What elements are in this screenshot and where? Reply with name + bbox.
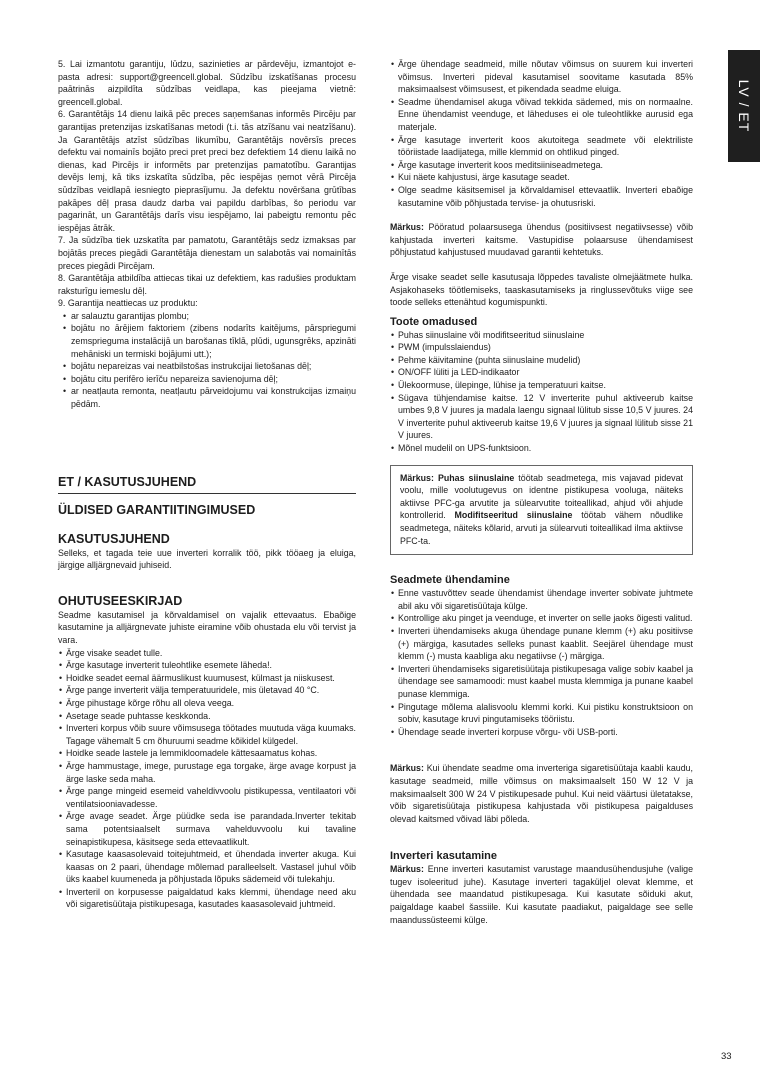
modified-sine-label: Modifitseeritud siinuslaine — [454, 510, 573, 521]
list-item: • PWM (impulsslaiendus) — [390, 341, 693, 354]
page-number: 33 — [721, 1051, 732, 1062]
list-item: • Ärge hammustage, imege, purustage ega torgake, ärge avage korpust ja ärge laske seda maha. — [58, 760, 356, 785]
list-item: • Ülekoormuse, ülepinge, lühise ja temperatuuri kaitse. — [390, 379, 693, 392]
pure-sine-label: Puhas siinuslaine — [437, 472, 515, 483]
et-section-header: ET / KASUTUSJUHEND — [58, 474, 197, 489]
list-item: • Kui näete kahjustusi, ärge kasutage seadet. — [390, 171, 693, 184]
connect-header: Seadmete ühendamine — [390, 574, 510, 587]
note-text: Enne inverteri kasutamist varustage maandusühendusjuhe (valige tugev isoleeritud juhe). Kasutage inverteri tagaküljel olevat klemme, et ühendada see maandatud pistikupesaga. Kui kasutate sõiduki akut, paigaldage kaabel šassiile. Kui kasutate paadiakut, paigaldage see selle maandussüsteemi külge. — [390, 864, 693, 925]
list-item: • bojātu citu perifēro ierīču nepareiza savienojuma dēļ; — [58, 373, 356, 386]
list-item: • Ärge pange mingeid esemeid vaheldivvoolu pistikupessa, ventilaatori või ventilatsiooniavadesse. — [58, 785, 356, 810]
list-item: • Enne vastuvõttev seade ühendamist ühendage inverter sobivate juhtmete abil aku või sigaretisüütaja külge. — [390, 587, 693, 612]
note-label: Märkus: — [390, 222, 424, 233]
list-item: • Inverteri ühendamiseks akuga ühendage punane klemm (+) aku positiivse (+) märgiga, kasutades selleks punast kaablit. Seejärel ühendage must klemm (-) musta kaabliga aku negatiivse (-) märgiga. — [390, 625, 693, 663]
features-list — [390, 329, 693, 455]
note-text: töötab seadmetega, mis vajavad pidevat voolu, mille voolutugevus on identne pistikupesa vooluga, näiteks aktiivse PFC-ga arvutite ja sülearvutite toiteallikad, ahjud või ahjude kontrollerid. — [400, 472, 683, 521]
list-item: • Ärge kasutage inverterit koos meditsiiniseadmetega. — [390, 159, 693, 172]
list-item: • Inverteri ühendamiseks sigaretisüütaja pistikupesaga valige sobiv kaabel ja ühendage see samamoodi: must kaabel musta klemmiga ja punane kaabel punase klemmiga. — [390, 663, 693, 701]
list-item: • ar neatļauta remonta, neatļautu pārveidojumu vai konstrukcijas izmaiņu pēdām. — [58, 385, 356, 410]
polarity-note — [390, 221, 693, 259]
list-item: • Ärge kasutage inverterit koos akutoitega seadmete või elektriliste tööriistade laadijatega, mille klemmid on ohtlikud pinged. — [390, 134, 693, 159]
language-tab — [728, 50, 760, 162]
list-item: • Pehme käivitamine (puhta siinuslaine mudelid) — [390, 354, 693, 367]
list-item: • Kasutage kaasasolevaid toitejuhtmeid, et ühendada inverter akuga. Kui kaasas on 2 paari, ühendage mõlemad paralleelselt. Vastasel juhul võib üks kaabel kuumeneda ja põhjustada lõpuks sädemeid või tulekahju. — [58, 848, 356, 886]
usage-header: Inverteri kasutamine — [390, 850, 497, 863]
list-item: • Sügava tühjendamise kaitse. 12 V inverterite puhul aktiveerub kaitse umbes 9,8 V juures ja madala laengu signaal lülitub sisse 10,5 V juures. 24 V inverterite puhul aktiveerub kaitse 19,6 V juures ja signaal lülitub sisse 21 V juures. — [390, 392, 693, 442]
disposal-text: Ärge visake seadet selle kasutusaja lõppedes tavaliste olmejäätmete hulka. Asjakohaseks töötlemiseks, taaskasutamiseks ja ringlussevõtuks viige see toode selleks ettenähtud kogumispunkti. — [390, 271, 693, 308]
list-item: • Ärge kasutage inverterit tuleohtlike esemete läheda!. — [58, 659, 356, 672]
list-item: • Pingutage mõlema alalisvoolu klemmi korki. Kui pistiku konstruktsioon on sobiv, kasutage kruvi pingutamiseks tööriistu. — [390, 701, 693, 726]
list-item: • Ühendage seade inverteri korpuse võrgu- või USB-porti. — [390, 726, 693, 739]
list-item: • ar salauztu garantijas plombu; — [58, 310, 356, 323]
lv-warranty-item: 8. Garantētāja atbildība attiecas tikai uz defektiem, kas radušies produktam raksturīgu iemeslu dēļ. — [58, 273, 356, 296]
note-text: Kui ühendate seadme oma inverteriga sigaretisüütaja kaabli kaudu, kasutage seadmeid, mille võimsus on maksimaalselt 150 W 12 V ja maksimaalselt 300 W 24 V pistikupesade puhul. Kui neid väärtusi ületatakse, võib sigaretisüütaja pistikupesa kahjustada või pistikupesa paigalduses olevad kaitsmed võivad läbi põleda. — [390, 763, 693, 824]
list-item: • Olge seadme käsitsemisel ja kõrvaldamisel ettevaatlik. Inverteri ebaõige kasutamine võib põhjustada tervise- ja ohutusriski. — [390, 184, 693, 209]
note-text: Pööratud polaarsusega ühendus (positiivsest negatiivsesse) võib kahjustada inverteri kaitsme. Vastupidise polaarsuse ühendamisest põhjustatud kahjustused muudavad garantii kehtetuks. — [390, 222, 693, 258]
lv-warranty-item: 7. Ja sūdzība tiek uzskatīta par pamatotu, Garantētājs sedz izmaksas par bojātās preces piegādi Garantētāja dienestam un salabotās vai nomainītās preces piegādi Pircējam. — [58, 235, 356, 271]
manual-intro: Selleks, et tagada teie uue inverteri korralik töö, pikk tööaeg ja eluiga, järgige alljärgnevaid juhiseid. — [58, 547, 356, 571]
note-label: Märkus: — [390, 864, 424, 875]
list-item: • Ärge pihustage kõrge rõhu all oleva veega. — [58, 697, 356, 710]
list-item: • Hoidke seadet eemal äärmuslikust kuumusest, külmast ja niiskusest. — [58, 672, 356, 685]
sine-wave-note-box — [390, 465, 693, 556]
list-item: • Asetage seade puhtasse keskkonda. — [58, 710, 356, 723]
safety-list-continued — [390, 58, 693, 209]
right-column — [390, 58, 693, 926]
lv-warranty-item: 5. Lai izmantotu garantiju, lūdzu, sazinieties ar pārdevēju, izmantojot e-pasta adresi: support@greencell.global. Sūdzību izskatīšanas procesu paātrinās aizpildīta sūdzības veidlapa, kas pieejama vietnē: greencell.global. — [58, 59, 356, 107]
safety-header: OHUTUSEESKIRJAD — [58, 593, 183, 608]
note-label: Märkus: — [390, 763, 424, 774]
features-header: Toote omadused — [390, 315, 478, 328]
list-item: • Seadme ühendamisel akuga võivad tekkida sädemed, mis on normaalne. Enne ühendamist veenduge, et läheduses ei ole tuleohtlikke aurusid ega materjale. — [390, 96, 693, 134]
header-divider — [58, 493, 356, 494]
left-column — [58, 58, 356, 911]
sine-wave-note — [400, 472, 683, 548]
note-text: töötab vähem nõudlike seadmetega, näiteks kõlarid, arvuti ja sülearvuti toiteallikad ilma aktiivse PFC-ta. — [400, 510, 684, 546]
list-item: • Kontrollige aku pinget ja veenduge, et inverter on selle jaoks õigesti valitud. — [390, 612, 693, 625]
safety-intro: Seadme kasutamisel ja kõrvaldamisel on vajalik ettevaatus. Ebaõige kasutamine ja alljärgnevate juhiste eiramine võib ohustada elu või tervist ja vara. — [58, 609, 356, 645]
usage-note — [390, 863, 693, 926]
lv-warranty-item: 9. Garantija neattiecas uz produktu: — [58, 298, 198, 309]
list-item: • ON/OFF lüliti ja LED-indikaator — [390, 366, 693, 379]
safety-list — [58, 647, 356, 911]
list-item: • bojātu no ārējiem faktoriem (zibens nodarīts kaitējums, pārspriegumi zemsprieguma instalācijā un barošanas tīklā, plūdi, ugunsgrēks, apzināti mehāniski un termiski bojājumi utt.); — [58, 322, 356, 360]
manual-header: KASUTUSJUHEND — [58, 531, 170, 546]
list-item: • Hoidke seade lastele ja lemmikloomadele kättesaamatus kohas. — [58, 747, 356, 760]
list-item: • Mõnel mudelil on UPS-funktsioon. — [390, 442, 693, 455]
note-label: Märkus: — [400, 472, 434, 483]
list-item: • Puhas siinuslaine või modifitseeritud siinuslaine — [390, 329, 693, 342]
lv-warranty-item: 6. Garantētājs 14 dienu laikā pēc preces saņemšanas informēs Pircēju par garantijas pretenzijas izskatīšanas metodi (t.i. tās atzīšanu vai neatzīšanu). Ja Garantētājs atzīst sūdzības likumību, Garantētājs novērsīs preces defektu vai nomainīs bojāto preci pret preci bez defektiem 14 dienu laikā no dienas, kad Pircējs ir informēts par pretenzijas pamatotību. Garantijas devējs lemj, kā tiks izskatīta sūdzība, pēc iespējas ņemot vērā Pircēja sūdzības veidlapā iesniegto pieprasījumu. Ja defektu novēršana grūtības pakāpes dēļ prasa daudz darba vai papildu darbības, šo periodu var pagarināt, un Garantētājs darīs visu iespējamo, lai pabeigtu remontu pēc iespējas ātrāk. — [58, 109, 356, 233]
list-item: • bojātu nepareizas vai neatbilstošas instrukcijai lietošanas dēļ; — [58, 360, 356, 373]
list-item: • Ärge ühendage seadmeid, mille nõutav võimsus on suurem kui inverteri võimsus. Inverteri pideval kasutamisel soovitame kasutada 85% maksimaalsest võimsusest, et pikendada seadme eluiga. — [390, 58, 693, 96]
list-item: • Ärge visake seadet tulle. — [58, 647, 356, 660]
list-item: • Inverteri korpus võib suure võimsusega töötades muutuda väga kuumaks. Tagage vähemalt 5 cm õhuruumi seadme kõikidel külgedel. — [58, 722, 356, 747]
list-item: • Ärge pange inverterit välja temperatuuridele, mis ületavad 40 °C. — [58, 684, 356, 697]
list-item: • Ärge avage seadet. Ärge püüdke seda ise parandada.Inverter tekitab sama potentsiaalselt surmava vahelduvvoolu kui tavaline seinapistikupesa, käsitsege seda ettevaatlikult. — [58, 810, 356, 848]
warranty-header: ÜLDISED GARANTIITINGIMUSED — [58, 502, 256, 517]
language-tab-label: LV / ET — [736, 79, 752, 133]
list-item: • Inverteril on korpusesse paigaldatud kaks klemmi, ühendage need aku või sigaretisüütaja pistikupesaga, kasutades kaasasolevaid juhtmeid. — [58, 886, 356, 911]
connect-list — [390, 587, 693, 738]
cigarette-note — [390, 762, 693, 825]
lv-exclusions-list — [58, 310, 356, 411]
